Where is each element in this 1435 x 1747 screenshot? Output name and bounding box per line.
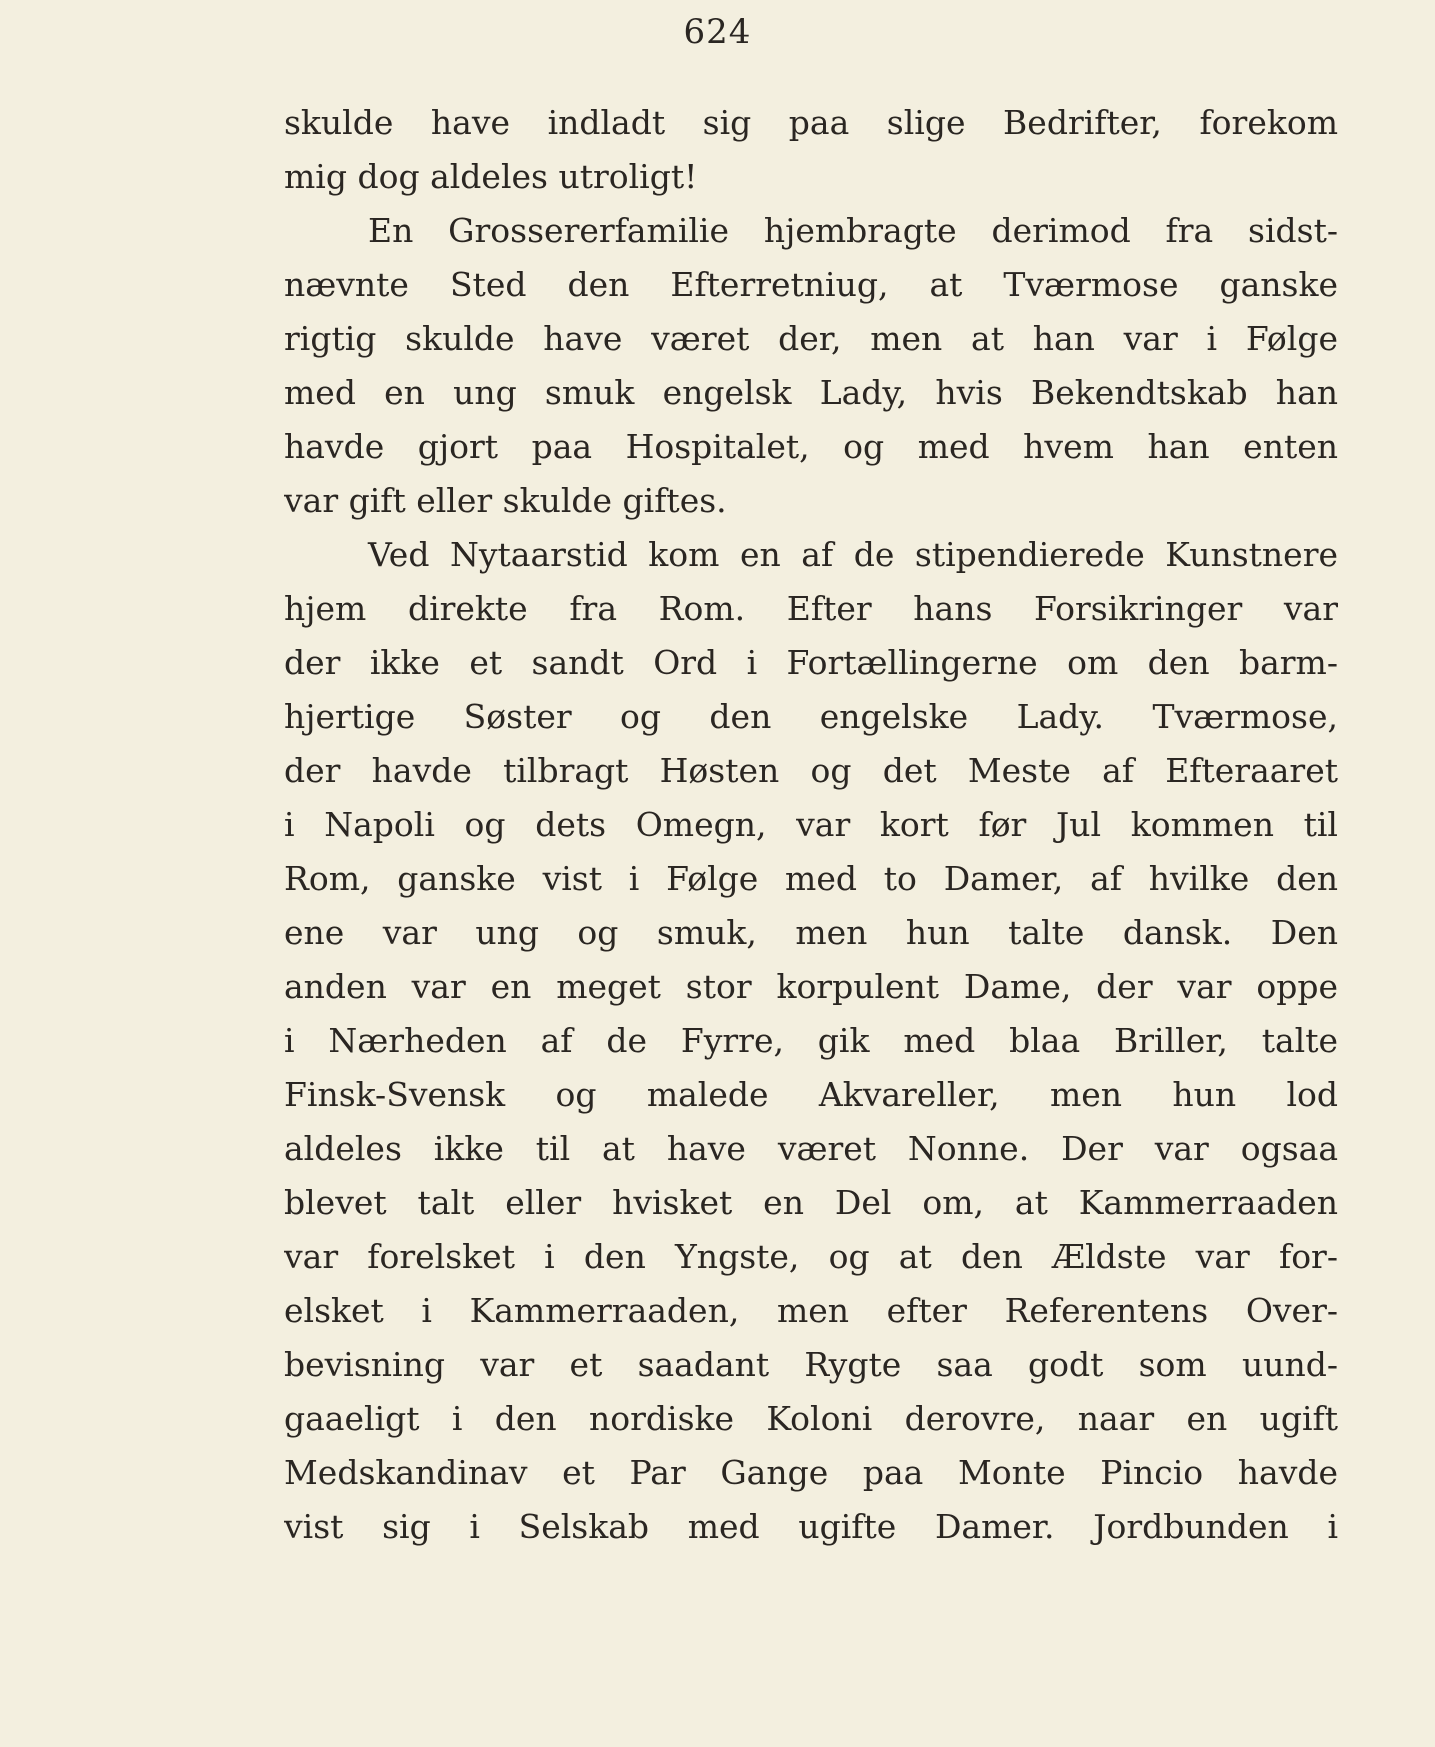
text-line: rigtig skulde have været der, men at han var i Følge [284, 319, 1338, 358]
text-line: elsket i Kammerraaden, men efter Referentens Over- [284, 1291, 1338, 1330]
text-line: mig dog aldeles utroligt! [284, 157, 698, 196]
text-line: blevet talt eller hvisket en Del om, at Kammerraaden [284, 1183, 1338, 1222]
text-line: ene var ung og smuk, men hun talte dansk. Den [284, 913, 1338, 952]
text-line: Ved Nytaarstid kom en af de stipendierede Kunstnere [368, 535, 1338, 574]
text-line: aldeles ikke til at have været Nonne. Der var ogsaa [284, 1129, 1338, 1168]
text-line: nævnte Sted den Efterretniug, at Tværmose ganske [284, 265, 1338, 304]
text-line: der havde tilbragt Høsten og det Meste af Efteraaret [284, 751, 1338, 790]
text-line: der ikke et sandt Ord i Fortællingerne om den barm- [284, 643, 1338, 682]
page-number: 624 [683, 12, 752, 52]
text-line: i Nærheden af de Fyrre, gik med blaa Briller, talte [284, 1021, 1338, 1060]
text-line: bevisning var et saadant Rygte saa godt som uund- [284, 1345, 1338, 1384]
text-line: hjertige Søster og den engelske Lady. Tværmose, [284, 697, 1338, 736]
paragraph [284, 204, 1338, 528]
text-line: var gift eller skulde giftes. [284, 481, 727, 520]
text-line: skulde have indladt sig paa slige Bedrifter, forekom [284, 103, 1338, 142]
text-line: i Napoli og dets Omegn, var kort før Jul kommen til [284, 805, 1338, 844]
text-line: havde gjort paa Hospitalet, og med hvem han enten [284, 427, 1338, 466]
text-line: anden var en meget stor korpulent Dame, der var oppe [284, 967, 1338, 1006]
text-line: Finsk-Svensk og malede Akvareller, men hun lod [284, 1075, 1338, 1114]
text-line: var forelsket i den Yngste, og at den Ældste var for- [284, 1237, 1338, 1276]
body-text [284, 96, 1338, 1554]
paragraph [284, 528, 1338, 1554]
paragraph [284, 96, 1338, 204]
text-line: Rom, ganske vist i Følge med to Damer, af hvilke den [284, 859, 1338, 898]
text-line: Medskandinav et Par Gange paa Monte Pincio havde [284, 1453, 1338, 1492]
text-line: med en ung smuk engelsk Lady, hvis Bekendtskab han [284, 373, 1338, 412]
text-line: hjem direkte fra Rom. Efter hans Forsikringer var [284, 589, 1338, 628]
text-line: En Grossererfamilie hjembragte derimod fra sidst- [368, 211, 1338, 250]
text-line: vist sig i Selskab med ugifte Damer. Jordbunden i [284, 1507, 1338, 1546]
text-line: gaaeligt i den nordiske Koloni derovre, naar en ugift [284, 1399, 1338, 1438]
